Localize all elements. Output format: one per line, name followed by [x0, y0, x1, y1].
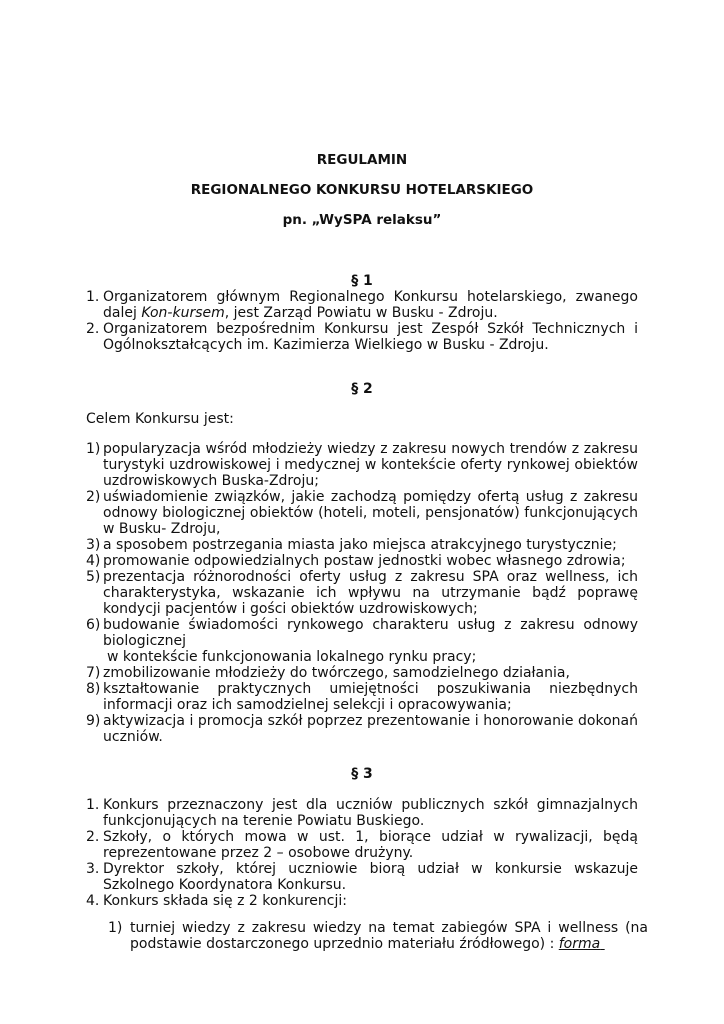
item-text: Dyrektor szkoły, której uczniowie biorą udział w konkursie wskazuje Szkolnego Koordynatora Konkursu. — [103, 861, 638, 893]
item-number: 6) — [86, 617, 101, 633]
item-number: 1) — [86, 441, 101, 457]
section-3-list — [86, 797, 638, 909]
section-2-heading: § 2 — [351, 381, 373, 397]
item-text-italic: Kon-kursem — [141, 305, 225, 321]
competition-name: pn. „WySPA relaksu” — [282, 212, 442, 228]
competition-sublist — [108, 920, 648, 952]
item-number: 2. — [86, 829, 100, 845]
list-item — [86, 553, 638, 569]
underline-tail — [600, 936, 604, 952]
item-text-part: Organizatorem głównym Regionalnego Konkursu hotelarskiego, zwanego dalej — [103, 289, 638, 321]
item-text: kształtowanie praktycznych umiejętności poszukiwania niezbędnych informacji oraz ich samodzielnej selekcji i opracowywania; — [103, 681, 638, 713]
section-2-list — [86, 441, 638, 745]
item-text: a sposobem postrzegania miasta jako miejsca atrakcyjnego turystycznie; — [103, 537, 617, 553]
list-item — [86, 569, 638, 617]
item-number: 2) — [86, 489, 101, 505]
item-text — [130, 920, 648, 952]
item-number: 1) — [108, 920, 123, 936]
item-text-part: , jest Zarząd Powiatu w Busku - Zdroju. — [224, 305, 498, 321]
item-text: aktywizacja i promocja szkół poprzez prezentowanie i honorowanie dokonań uczniów. — [103, 713, 638, 745]
section-2-intro: Celem Konkursu jest: — [86, 411, 234, 427]
section-1-list — [86, 289, 638, 353]
item-text: Organizatorem bezpośrednim Konkursu jest Zespół Szkół Technicznych i Ogólnokształcących im. Kazimierza Wielkiego w Busku - Zdroju. — [103, 321, 638, 353]
list-item — [86, 861, 638, 893]
list-item — [86, 441, 638, 489]
list-item — [86, 489, 638, 537]
item-number: 1. — [86, 289, 100, 305]
item-number: 8) — [86, 681, 101, 697]
item-text: popularyzacja wśród młodzieży wiedzy z zakresu nowych trendów z zakresu turystyki uzdrowiskowej i medycznej w kontekście oferty rynkowej obiektów uzdrowiskowych Buska-Zdroju; — [103, 441, 638, 489]
list-item — [86, 289, 638, 321]
item-text: prezentacja różnorodności oferty usług z zakresu SPA oraz wellness, ich charakterystyka, wskazanie ich wpływu na utrzymanie bądź poprawę kondycji pacjentów i gości obiektów uzdrowiskowych; — [103, 569, 638, 617]
list-item — [86, 681, 638, 713]
list-item — [86, 537, 638, 553]
item-number: 3) — [86, 537, 101, 553]
item-number: 1. — [86, 797, 100, 813]
item-number: 2. — [86, 321, 100, 337]
list-item — [86, 893, 638, 909]
item-text: Szkoły, o których mowa w ust. 1, biorące udział w rywalizacji, będą reprezentowane przez 2 – osobowe drużyny. — [103, 829, 638, 861]
list-item — [86, 829, 638, 861]
item-text-italic: forma — [558, 936, 601, 952]
item-text: uświadomienie związków, jakie zachodzą pomiędzy ofertą usług z zakresu odnowy biologicznej obiektów (hoteli, moteli, pensjonatów) funkcjonujących w Busku- Zdroju, — [103, 489, 638, 537]
item-text-continuation: w kontekście funkcjonowania lokalnego rynku pracy; — [107, 649, 477, 665]
item-number: 3. — [86, 861, 100, 877]
item-text: zmobilizowanie młodzieży do twórczego, samodzielnego działania, — [103, 665, 570, 681]
list-item — [86, 321, 638, 353]
item-text-part: turniej wiedzy z zakresu wiedzy na temat zabiegów SPA i wellness (na podstawie dostarczonego uprzednio materiału źródłowego) : — [130, 920, 648, 952]
document-subtitle: REGIONALNEGO KONKURSU HOTELARSKIEGO — [190, 182, 534, 198]
item-number: 7) — [86, 665, 101, 681]
list-item — [108, 920, 648, 952]
list-item — [86, 665, 638, 681]
document-title: REGULAMIN — [316, 152, 408, 168]
item-number: 4. — [86, 893, 100, 909]
list-item — [86, 713, 638, 745]
section-3-heading: § 3 — [351, 766, 373, 782]
item-text — [103, 289, 638, 321]
item-text: budowanie świadomości rynkowego charakteru usług z zakresu odnowy biologicznej — [103, 617, 638, 649]
item-text: Konkurs przeznaczony jest dla uczniów publicznych szkół gimnazjalnych funkcjonujących na terenie Powiatu Buskiego. — [103, 797, 638, 829]
list-item — [86, 617, 638, 665]
item-number: 4) — [86, 553, 101, 569]
item-number: 5) — [86, 569, 101, 585]
section-1-heading: § 1 — [351, 273, 373, 289]
item-text: Konkurs składa się z 2 konkurencji: — [103, 893, 347, 909]
item-text: promowanie odpowiedzialnych postaw jednostki wobec własnego zdrowia; — [103, 553, 626, 569]
list-item — [86, 797, 638, 829]
item-number: 9) — [86, 713, 101, 729]
